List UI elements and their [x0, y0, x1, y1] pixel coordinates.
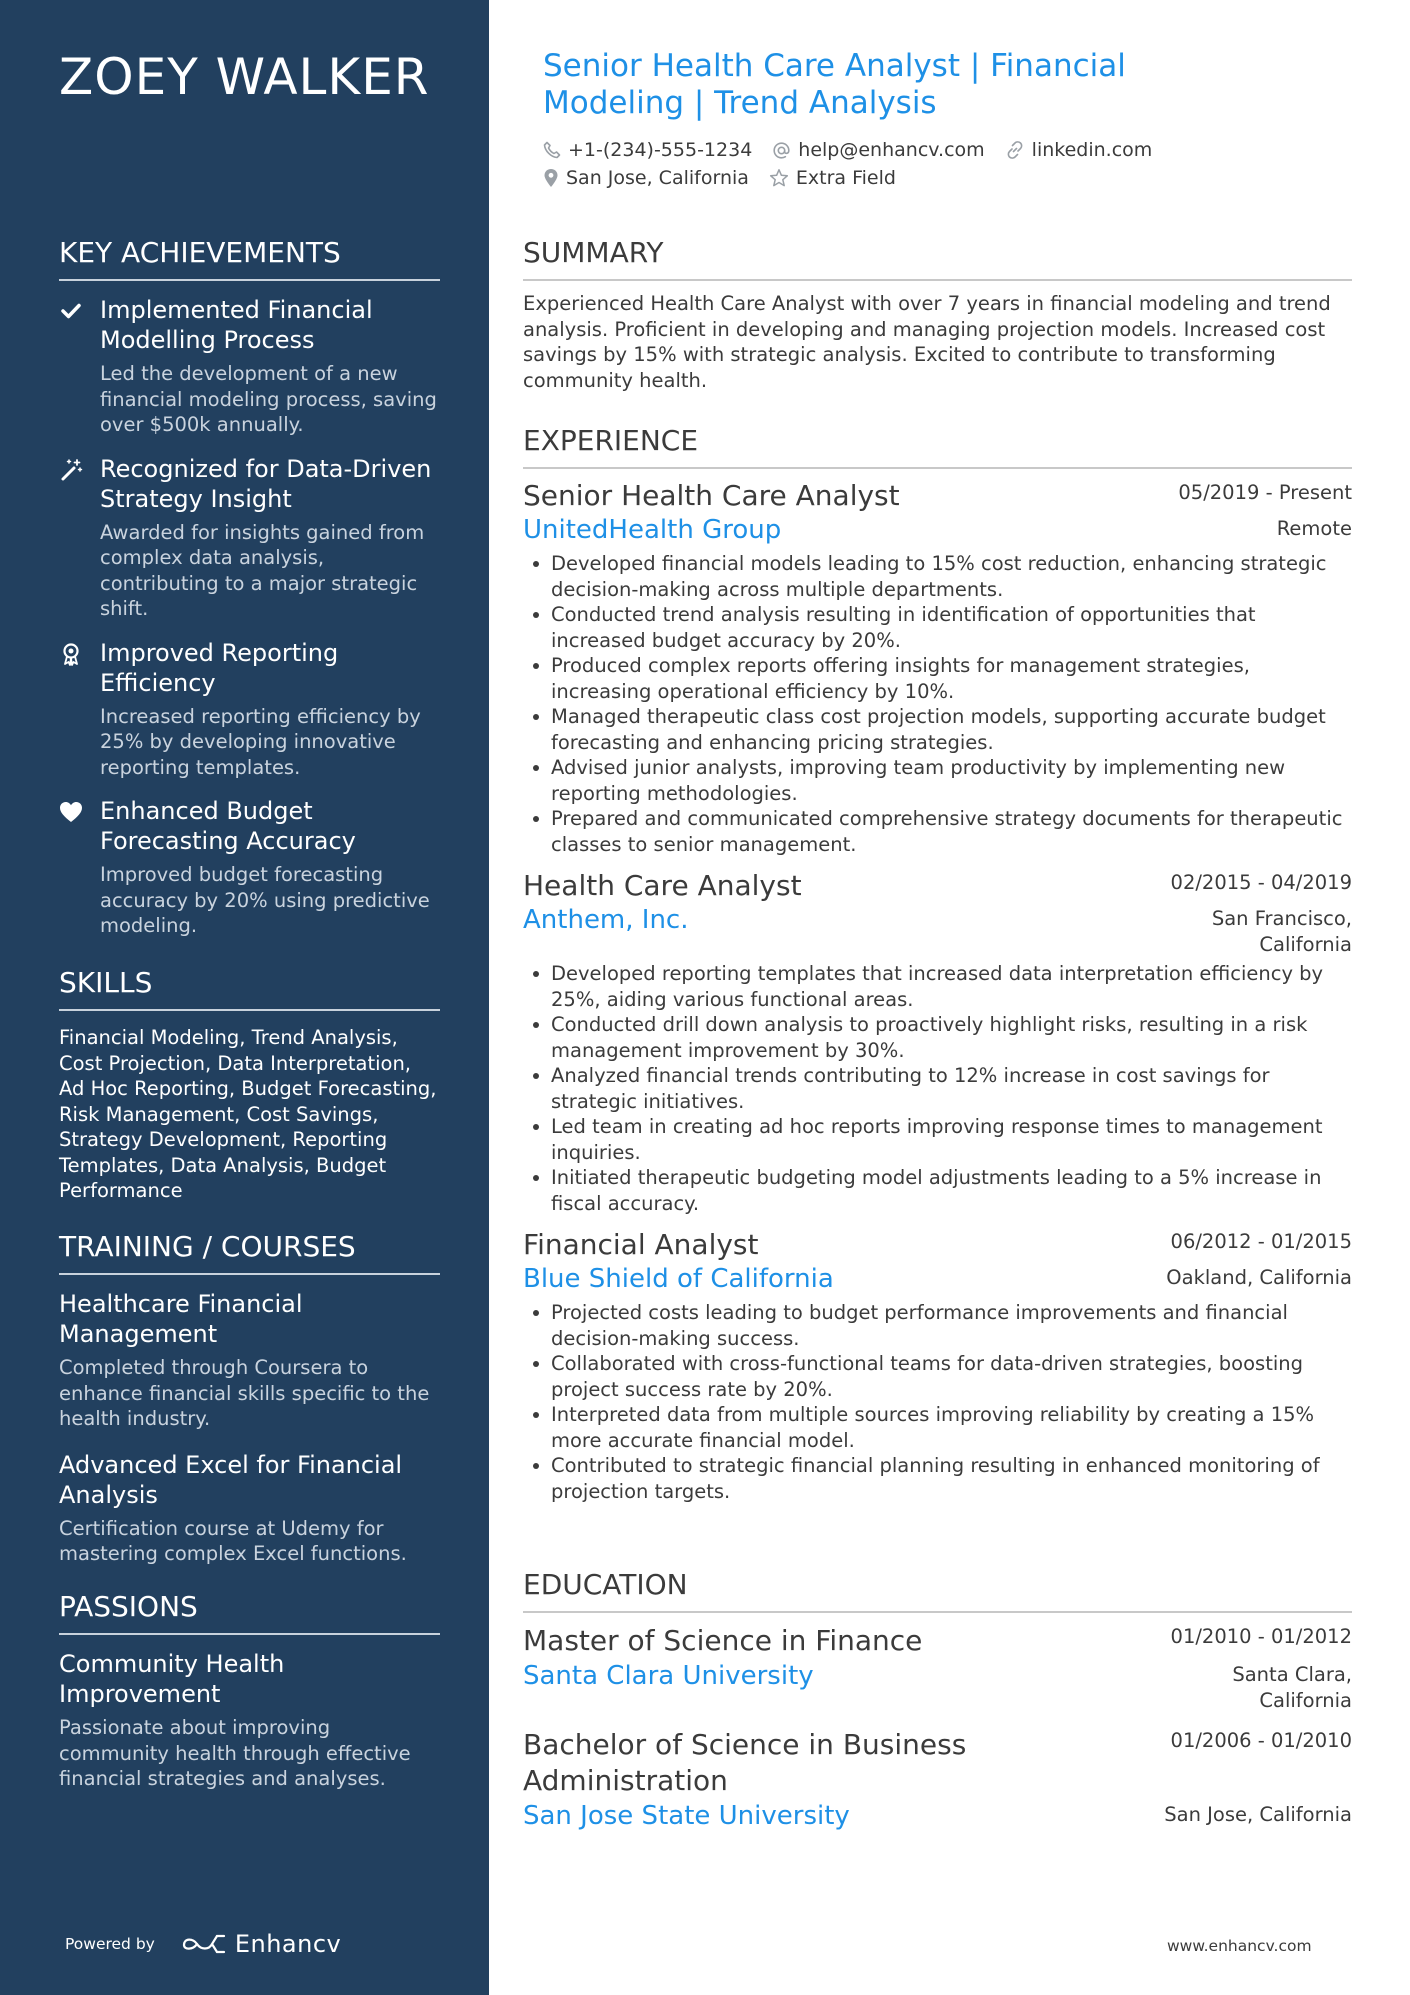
passion-title: Community Health Improvement — [59, 1650, 285, 1708]
school-name: Santa Clara University — [523, 1661, 814, 1691]
section-heading: SKILLS — [59, 966, 440, 1011]
skills-list: Financial Modeling, Trend Analysis, Cost Projection, Data Interpretation, Ad Hoc Reporting, Budget Forecasting, Risk Management, Cost Savings, Strategy Development, Reporting Templates, Data Analysis, Budget Performance — [59, 1026, 437, 1202]
education-entry — [523, 1623, 1352, 1713]
achievement-title: Enhanced Budget Forecasting Accuracy — [100, 797, 356, 855]
headline: Senior Health Care Analyst | Financial Modeling | Trend Analysis — [543, 48, 1126, 121]
bullet-item: Analyzed financial trends contributing to 12% increase in cost savings for strategic initiatives. — [523, 1063, 1352, 1114]
achievement-title: Improved Reporting Efficiency — [100, 638, 339, 697]
job-entry — [523, 1228, 1352, 1504]
job-title: Health Care Analyst — [523, 869, 802, 902]
magic-wand-icon — [59, 458, 83, 482]
education-location: San Jose, California — [1164, 1803, 1352, 1826]
section-heading: EXPERIENCE — [523, 424, 1352, 469]
location-pin-icon — [543, 168, 559, 188]
course-title: Advanced Excel for Financial Analysis — [59, 1450, 403, 1509]
degree-title: Bachelor of Science in Business Administration — [523, 1728, 967, 1797]
achievement-description: Awarded for insights gained from complex data analysis, contributing to a major strategic shift. — [100, 520, 425, 620]
course-title: Healthcare Financial Management — [59, 1290, 303, 1348]
bullet-item: Led team in creating ad hoc reports improving response times to management inquiries. — [523, 1114, 1352, 1165]
job-location: Remote — [1276, 517, 1352, 540]
section-heading: PASSIONS — [59, 1590, 440, 1635]
passion-item — [59, 1649, 440, 1792]
job-dates: 05/2019 - Present — [1178, 481, 1352, 504]
degree-title: Master of Science in Finance — [523, 1624, 923, 1657]
email-text: help@enhancv.com — [798, 139, 985, 161]
passions-section — [59, 1590, 440, 1810]
education-location: Santa Clara, California — [1232, 1663, 1352, 1712]
achievement-item — [59, 638, 440, 781]
linkedin-text: linkedin.com — [1031, 139, 1153, 161]
school-name: San Jose State University — [523, 1801, 850, 1831]
linkedin-contact[interactable] — [1005, 139, 1153, 161]
job-dates: 02/2015 - 04/2019 — [1170, 871, 1352, 894]
job-bullets — [523, 551, 1352, 857]
job-bullets — [523, 1300, 1352, 1504]
bullet-item: Produced complex reports offering insights for management strategies, increasing operational efficiency by 10%. — [523, 653, 1352, 704]
bullet-item: Conducted trend analysis resulting in identification of opportunities that increased budget accuracy by 20%. — [523, 602, 1352, 653]
star-icon — [769, 168, 789, 188]
bullet-item: Developed financial models leading to 15% cost reduction, enhancing strategic decision-making across multiple departments. — [523, 551, 1352, 602]
job-title: Financial Analyst — [523, 1228, 759, 1261]
job-entry — [523, 869, 1352, 1216]
sidebar — [0, 0, 489, 1995]
education-dates: 01/2010 - 01/2012 — [1170, 1625, 1352, 1648]
powered-by-label: Powered by — [65, 1935, 155, 1953]
enhancv-logo-icon — [181, 1933, 227, 1955]
bullet-item: Interpreted data from multiple sources improving reliability by creating a 15% more accurate financial model. — [523, 1402, 1352, 1453]
course-description: Completed through Coursera to enhance financial skills specific to the health industry. — [59, 1356, 430, 1430]
section-heading: EDUCATION — [523, 1568, 1352, 1613]
bullet-item: Collaborated with cross-functional teams for data-driven strategies, boosting project success rate by 20%. — [523, 1351, 1352, 1402]
achievement-description: Increased reporting efficiency by 25% by developing innovative reporting templates. — [100, 704, 421, 779]
bullet-item: Contributed to strategic financial planning resulting in enhanced monitoring of projection targets. — [523, 1453, 1352, 1504]
summary-section — [523, 236, 1352, 393]
phone-icon — [543, 141, 561, 159]
bullet-item: Prepared and communicated comprehensive strategy documents for therapeutic classes to senior management. — [523, 806, 1352, 857]
achievement-item — [59, 295, 440, 438]
experience-section — [523, 424, 1352, 1516]
education-entry — [523, 1727, 1352, 1833]
link-icon — [1005, 140, 1025, 160]
company-name: Blue Shield of California — [523, 1264, 834, 1294]
achievement-description: Improved budget forecasting accuracy by 20% using predictive modeling. — [100, 863, 430, 937]
bullet-item: Initiated therapeutic budgeting model adjustments leading to a 5% increase in fiscal accuracy. — [523, 1165, 1352, 1216]
at-sign-icon — [772, 141, 791, 160]
course-description: Certification course at Udemy for mastering complex Excel functions. — [59, 1516, 407, 1565]
phone-contact[interactable] — [543, 139, 752, 161]
achievement-item — [59, 796, 440, 939]
bullet-item: Developed reporting templates that increased data interpretation efficiency by 25%, aiding various functional areas. — [523, 961, 1352, 1012]
job-location: Oakland, California — [1166, 1266, 1352, 1289]
job-bullets — [523, 961, 1352, 1216]
bullet-item: Advised junior analysts, improving team productivity by implementing new reporting methodologies. — [523, 755, 1352, 806]
key-achievements-section — [59, 236, 440, 955]
checkmark-icon — [59, 299, 83, 323]
enhancv-logo-text: Enhancv — [234, 1930, 342, 1958]
enhancv-logo[interactable] — [181, 1930, 341, 1958]
achievement-title: Recognized for Data-Driven Strategy Insight — [100, 454, 432, 513]
course-item — [59, 1289, 440, 1432]
education-dates: 01/2006 - 01/2010 — [1170, 1729, 1352, 1752]
footer-url[interactable]: www.enhancv.com — [1167, 1937, 1312, 1955]
bullet-item: Projected costs leading to budget performance improvements and financial decision-making success. — [523, 1300, 1352, 1351]
company-name: UnitedHealth Group — [523, 515, 782, 545]
education-section — [523, 1568, 1352, 1847]
achievement-description: Led the development of a new financial modeling process, saving over $500k annually. — [100, 362, 437, 436]
job-entry — [523, 479, 1352, 857]
company-name: Anthem, Inc. — [523, 905, 689, 935]
passion-description: Passionate about improving community health through effective financial strategies and analyses. — [59, 1716, 411, 1790]
contact-info — [543, 136, 1263, 192]
phone-text: +1-(234)-555-1234 — [568, 139, 753, 161]
achievement-item — [59, 454, 440, 622]
email-contact[interactable] — [772, 139, 984, 161]
candidate-name: ZOEY WALKER — [59, 48, 430, 106]
bullet-item: Managed therapeutic class cost projection models, supporting accurate budget forecasting and enhancing pricing strategies. — [523, 704, 1352, 755]
job-dates: 06/2012 - 01/2015 — [1170, 1230, 1352, 1253]
heart-icon — [59, 800, 83, 824]
achievement-title: Implemented Financial Modelling Process — [100, 296, 373, 354]
powered-by — [65, 1930, 341, 1958]
job-title: Senior Health Care Analyst — [523, 479, 900, 512]
extra-field-text: Extra Field — [795, 167, 896, 189]
training-section — [59, 1230, 440, 1585]
summary-text: Experienced Health Care Analyst with over 7 years in financial modeling and trend analysis. Proficient in developing and managing projection models. Increased cost savings by 15% with strategic analysis. Excited to contribute to transforming community health. — [523, 292, 1331, 392]
section-heading: SUMMARY — [523, 236, 1352, 281]
job-location: San Francisco, California — [1211, 907, 1352, 956]
extra-field-contact — [769, 167, 896, 189]
location-text: San Jose, California — [566, 167, 749, 189]
section-heading: KEY ACHIEVEMENTS — [59, 236, 440, 281]
skills-section — [59, 966, 440, 1204]
section-heading: TRAINING / COURSES — [59, 1230, 440, 1275]
course-item — [59, 1450, 440, 1567]
award-ribbon-icon — [59, 642, 83, 666]
location-contact — [543, 167, 749, 189]
bullet-item: Conducted drill down analysis to proactively highlight risks, resulting in a risk management improvement by 30%. — [523, 1012, 1352, 1063]
